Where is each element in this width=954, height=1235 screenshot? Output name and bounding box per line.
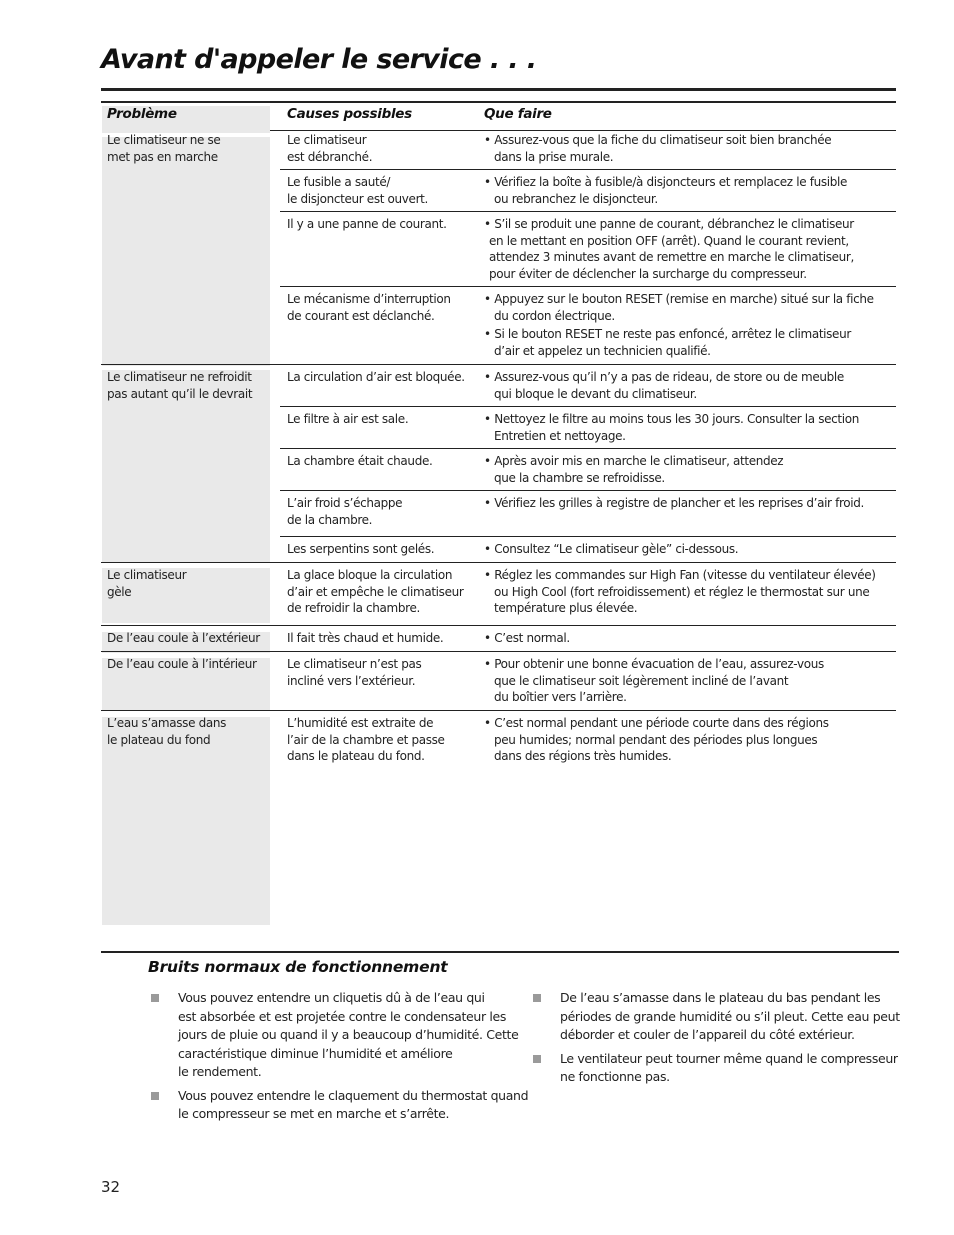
solution-item bbox=[484, 326, 874, 359]
text-line: le disjoncteur est ouvert. bbox=[287, 191, 428, 206]
text-line: Les serpentins sont gelés. bbox=[287, 542, 435, 556]
text-line: • Appuyez sur le bouton RESET (remise en marche) situé sur la fiche bbox=[484, 292, 874, 306]
cause-cell bbox=[287, 291, 451, 324]
text-line: température plus élevée. bbox=[494, 601, 638, 615]
row-separator bbox=[280, 448, 896, 449]
text-line: du boîtier vers l’arrière. bbox=[494, 690, 627, 704]
solution-item bbox=[484, 630, 570, 647]
header-todo: Que faire bbox=[484, 106, 552, 122]
solution-item bbox=[484, 715, 829, 765]
text-line: ou High Cool (fort refroidissement) et réglez le thermostat sur une bbox=[494, 584, 870, 599]
text-line: du cordon électrique. bbox=[494, 308, 615, 323]
cause-cell bbox=[287, 132, 372, 165]
problem-cell bbox=[107, 656, 257, 673]
text-line: périodes de grande humidité ou s’il pleut. Cette eau peut bbox=[560, 1008, 900, 1024]
solution-cell bbox=[484, 567, 876, 617]
text-line: Il fait très chaud et humide. bbox=[287, 631, 444, 645]
group-separator bbox=[101, 651, 896, 652]
text-line: L’humidité est extraite de bbox=[287, 716, 434, 730]
row-separator bbox=[280, 490, 896, 491]
text-line: ne fonctionne pas. bbox=[560, 1069, 670, 1084]
text-line: • Pour obtenir une bonne évacuation de l’eau, assurez-vous bbox=[484, 657, 824, 671]
solution-cell bbox=[484, 715, 829, 765]
row-separator bbox=[280, 536, 896, 537]
text-line: pas autant qu’il le devrait bbox=[107, 386, 253, 401]
text-line: • S’il se produit une panne de courant, débranchez le climatiseur bbox=[484, 217, 854, 231]
solution-item bbox=[484, 132, 831, 165]
text-line: • Consultez “Le climatiseur gèle” ci-dessous. bbox=[484, 542, 739, 556]
text-line: que la chambre se refroidisse. bbox=[494, 470, 665, 485]
row-separator bbox=[280, 169, 896, 170]
noises-left-column bbox=[151, 989, 529, 1129]
solution-item bbox=[484, 453, 783, 486]
header-problem: Problème bbox=[107, 106, 177, 122]
text-line: de refroidir la chambre. bbox=[287, 601, 420, 615]
text-line: Le climatiseur ne se bbox=[107, 133, 221, 147]
cause-cell bbox=[287, 369, 465, 386]
text-line: Vous pouvez entendre un cliquetis dû à de l’eau qui bbox=[178, 990, 485, 1005]
cause-cell bbox=[287, 174, 428, 207]
row-separator bbox=[280, 406, 896, 407]
noise-bullet-item bbox=[151, 989, 519, 1082]
solution-cell bbox=[484, 174, 847, 207]
text-line: L’eau s’amasse dans bbox=[107, 716, 226, 730]
group-separator bbox=[101, 625, 896, 626]
page-title: Avant d'appeler le service . . . bbox=[101, 44, 537, 75]
text-line: La glace bloque la circulation bbox=[287, 568, 453, 582]
group-separator bbox=[101, 364, 896, 365]
solution-cell bbox=[484, 656, 824, 706]
text-line: le plateau du fond bbox=[107, 732, 211, 747]
cause-cell bbox=[287, 495, 402, 528]
text-line: Il y a une panne de courant. bbox=[287, 217, 447, 231]
problem-cell bbox=[107, 715, 226, 748]
text-line: qui bloque le devant du climatiseur. bbox=[494, 386, 697, 401]
text-line: ou rebranchez le disjoncteur. bbox=[494, 191, 658, 206]
text-line: • Nettoyez le filtre au moins tous les 30 jours. Consulter la section bbox=[484, 412, 860, 426]
text-line: • Après avoir mis en marche le climatiseur, attendez bbox=[484, 454, 784, 468]
text-line: de courant est déclanché. bbox=[287, 308, 435, 323]
solution-cell bbox=[484, 411, 859, 444]
text-line: peu humides; normal pendant des périodes plus longues bbox=[494, 732, 818, 747]
group-separator bbox=[101, 710, 896, 711]
solution-cell bbox=[484, 216, 854, 282]
text-line: pour éviter de déclencher la surcharge du compresseur. bbox=[489, 266, 807, 281]
solution-cell bbox=[484, 291, 874, 359]
text-line: l’air de la chambre et passe bbox=[287, 732, 445, 747]
text-line: de la chambre. bbox=[287, 512, 373, 527]
solution-item bbox=[484, 369, 844, 402]
text-line: • Assurez-vous qu’il n’y a pas de rideau, de store ou de meuble bbox=[484, 370, 844, 384]
noise-bullet-item bbox=[533, 1050, 898, 1087]
text-line: en le mettant en position OFF (arrêt). Quand le courant revient, bbox=[489, 233, 849, 248]
cause-cell bbox=[287, 216, 447, 233]
section-title: Bruits normaux de fonctionnement bbox=[148, 958, 448, 976]
header-causes: Causes possibles bbox=[287, 106, 412, 122]
text-line: déborder et couler de l’appareil du côté extérieur. bbox=[560, 1027, 855, 1042]
noises-right-column bbox=[533, 989, 900, 1092]
text-line: La circulation d’air est bloquée. bbox=[287, 370, 465, 384]
problem-cell bbox=[107, 369, 252, 402]
text-line: • C’est normal pendant une période courte dans des régions bbox=[484, 716, 829, 730]
text-line: • Si le bouton RESET ne reste pas enfoncé, arrêtez le climatiseur bbox=[484, 327, 851, 341]
problem-column-shade bbox=[102, 137, 270, 366]
problem-cell bbox=[107, 132, 220, 165]
row-separator bbox=[280, 211, 896, 212]
cause-cell bbox=[287, 453, 432, 470]
text-line: que le climatiseur soit légèrement incliné de l’avant bbox=[494, 673, 789, 688]
text-line: Le climatiseur n’est pas bbox=[287, 657, 422, 671]
text-line: le rendement. bbox=[178, 1064, 262, 1079]
solution-item bbox=[484, 656, 824, 706]
text-line: Le climatiseur bbox=[107, 568, 187, 582]
text-line: La chambre était chaude. bbox=[287, 454, 433, 468]
table-top-rule bbox=[101, 101, 896, 103]
solution-item bbox=[484, 216, 854, 282]
noise-bullet-item bbox=[533, 989, 900, 1045]
cause-cell bbox=[287, 656, 421, 689]
solution-item bbox=[484, 567, 876, 617]
header-rule bbox=[270, 130, 896, 131]
solution-item bbox=[484, 291, 874, 324]
square-bullet-icon bbox=[151, 1092, 159, 1100]
text-line: gèle bbox=[107, 584, 132, 599]
page-number: 32 bbox=[101, 1178, 121, 1196]
text-line: le compresseur se met en marche et s’arrête. bbox=[178, 1106, 450, 1121]
text-line: • Assurez-vous que la fiche du climatiseur soit bien branchée bbox=[484, 133, 832, 147]
cause-cell bbox=[287, 567, 463, 617]
cause-cell bbox=[287, 630, 443, 647]
text-line: Le mécanisme d’interruption bbox=[287, 292, 451, 306]
solution-cell bbox=[484, 495, 864, 512]
square-bullet-icon bbox=[533, 994, 541, 1002]
square-bullet-icon bbox=[533, 1055, 541, 1063]
text-line: Le climatiseur ne refroidit bbox=[107, 370, 252, 384]
text-line: De l’eau coule à l’extérieur bbox=[107, 631, 260, 645]
text-line: caractéristique diminue l’humidité et améliore bbox=[178, 1045, 453, 1061]
problem-cell bbox=[107, 567, 186, 600]
group-separator bbox=[101, 562, 896, 563]
solution-item bbox=[484, 174, 847, 207]
text-line: • C’est normal. bbox=[484, 631, 570, 645]
text-line: attendez 3 minutes avant de remettre en marche le climatiseur, bbox=[489, 250, 854, 264]
text-line: Le fusible a sauté/ bbox=[287, 175, 391, 189]
text-line: est absorbée et est projetée contre le condensateur les bbox=[178, 1008, 506, 1024]
noise-bullet-item bbox=[151, 1087, 529, 1124]
text-line: De l’eau s’amasse dans le plateau du bas pendant les bbox=[560, 990, 881, 1005]
text-line: • Réglez les commandes sur High Fan (vitesse du ventilateur élevée) bbox=[484, 568, 876, 582]
text-line: Vous pouvez entendre le claquement du thermostat quand bbox=[178, 1087, 529, 1103]
text-line: met pas en marche bbox=[107, 149, 218, 164]
text-line: Entretien et nettoyage. bbox=[494, 428, 626, 443]
cause-cell bbox=[287, 715, 445, 765]
text-line: dans le plateau du fond. bbox=[287, 749, 425, 763]
solution-cell bbox=[484, 369, 844, 402]
cause-cell bbox=[287, 541, 434, 558]
text-line: est débranché. bbox=[287, 149, 373, 164]
text-line: • Vérifiez la boîte à fusible/à disjoncteurs et remplacez le fusible bbox=[484, 175, 848, 189]
row-separator bbox=[280, 286, 896, 287]
problem-cell bbox=[107, 630, 260, 647]
solution-item bbox=[484, 411, 859, 444]
text-line: dans des régions très humides. bbox=[494, 749, 672, 763]
solution-cell bbox=[484, 132, 831, 165]
text-line: Le ventilateur peut tourner même quand le compresseur bbox=[560, 1050, 898, 1066]
solution-cell bbox=[484, 541, 738, 558]
text-line: L’air froid s’échappe bbox=[287, 496, 403, 510]
solution-item bbox=[484, 541, 738, 558]
text-line: De l’eau coule à l’intérieur bbox=[107, 657, 257, 671]
section-rule bbox=[101, 951, 899, 953]
text-line: incliné vers l’extérieur. bbox=[287, 673, 416, 688]
text-line: d’air et appelez un technicien qualifié. bbox=[494, 343, 711, 358]
square-bullet-icon bbox=[151, 994, 159, 1002]
title-rule bbox=[101, 88, 896, 91]
cause-cell bbox=[287, 411, 408, 428]
text-line: Le climatiseur bbox=[287, 133, 367, 147]
solution-item bbox=[484, 495, 864, 512]
text-line: Le filtre à air est sale. bbox=[287, 412, 409, 426]
text-line: jours de pluie ou quand il y a beaucoup d’humidité. Cette bbox=[178, 1027, 519, 1042]
problem-column-shade bbox=[102, 717, 270, 925]
solution-cell bbox=[484, 630, 570, 647]
solution-cell bbox=[484, 453, 783, 486]
text-line: • Vérifiez les grilles à registre de plancher et les reprises d’air froid. bbox=[484, 496, 865, 510]
text-line: dans la prise murale. bbox=[494, 149, 614, 164]
text-line: d’air et empêche le climatiseur bbox=[287, 584, 464, 599]
